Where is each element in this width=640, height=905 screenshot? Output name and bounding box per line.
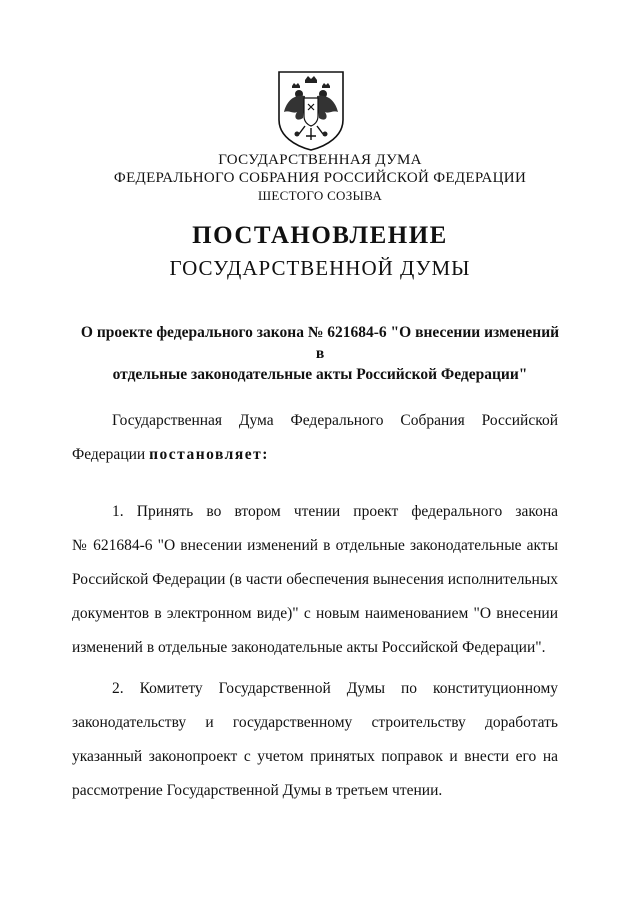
point-1-line-1 [72,495,558,529]
header-parliament: ФЕДЕРАЛЬНОГО СОБРАНИЯ РОССИЙСКОЙ ФЕДЕРАЦИИ [113,170,527,186]
intro-line-1-text: Государственная Дума Федерального Собрания Российской [112,412,558,429]
subject-line-2: отдельные законодательные акты Российской Федерации" [112,366,528,383]
point-2-line-3: указанный законопроект с учетом принятых поправок и внести его на [72,748,558,765]
point-2-paragraph [72,672,558,808]
point-2-line-4: рассмотрение Государственной Думы в третьем чтении. [72,782,443,799]
intro-line-1 [72,404,558,438]
resolves-word: постановляет: [149,446,269,463]
point-1-line-5: изменений в отдельные законодательные акты Российской Федерации". [72,639,546,656]
point-2-line-1 [72,672,558,706]
point-1-line-1-text: 1. Принять во втором чтении проект федерального закона [112,503,558,520]
document-subtitle: ГОСУДАРСТВЕННОЙ ДУМЫ [169,256,471,280]
intro-line-2-text: Федерации [72,446,150,463]
point-1-line-4: документов в электронном виде)" с новым наименованием "О внесении [72,605,558,622]
document-title: ПОСТАНОВЛЕНИЕ [192,222,448,249]
coat-of-arms-icon [275,70,347,152]
header-organization: ГОСУДАРСТВЕННАЯ ДУМА [218,152,422,168]
intro-line-2 [72,438,558,472]
point-2-line-2: законодательству и государственному строительству доработать [72,714,558,731]
point-1-paragraph [72,495,558,665]
subject-line-1: О проекте федерального закона № 621684-6 "О внесении изменений в [80,324,560,362]
intro-paragraph [72,404,558,472]
point-1-line-3: Российской Федерации (в части обеспечения вынесения исполнительных [72,571,558,588]
document-subject [75,322,565,385]
point-2-line-1-text: 2. Комитету Государственной Думы по конституционному [112,680,558,697]
header-convocation: ШЕСТОГО СОЗЫВА [257,188,383,203]
point-1-line-2: № 621684-6 "О внесении изменений в отдельные законодательные акты [72,537,558,554]
